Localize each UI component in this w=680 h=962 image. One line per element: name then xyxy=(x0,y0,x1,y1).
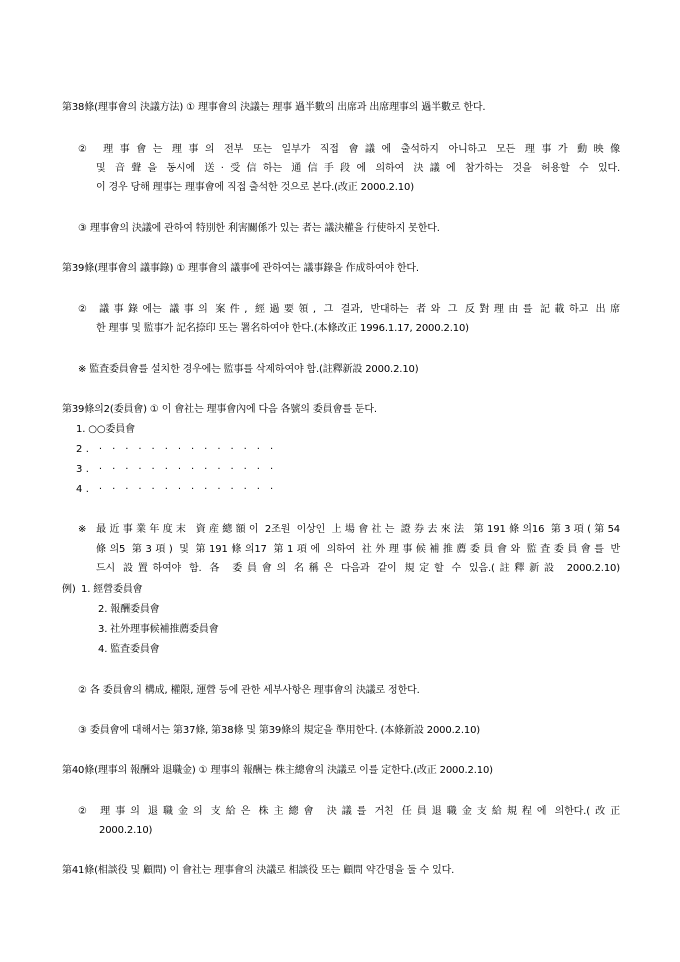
article-40-heading: 第40條(理事의 報酬와 退職金) ① 理事의 報酬는 株主總會의 決議로 이를 定한다.(改正 2000.2.10) xyxy=(62,765,493,776)
article-39-2-para3: ③ 委員會에 대해서는 第37條, 第38條 및 第39條의 規定을 準用한다. (本條新設 2000.2.10) xyxy=(78,725,481,736)
example-item-3: 3. 社外理事候補推薦委員會 xyxy=(98,624,219,635)
article-40-para2-line1: ② 理事의 退職金의 支給은 株主總會 決議를 거친 任員退職金支給規程에 의한다.(改正 xyxy=(78,806,620,817)
article-40-para2-line2: 2000.2.10) xyxy=(99,825,153,836)
article-38-heading: 第38條(理事會의 決議方法) ① 理事會의 決議는 理事 過半數의 出席과 出席理事의 過半數로 한다. xyxy=(62,102,486,113)
article-41-heading: 第41條(相談役 및 顧問) 이 會社는 理事會의 決議로 相談役 또는 顧問 약간명을 둘 수 있다. xyxy=(62,865,455,876)
article-38-para3: ③ 理事會의 決議에 관하여 特別한 利害關係가 있는 者는 議決權을 行使하지 못한다. xyxy=(78,223,440,234)
article-39-2-note-line3: 드시 設置하여야 함. 各 委員會의 名稱은 다음과 같이 規定할 수 있음.(註釋新設 2000.2.10) xyxy=(96,563,620,574)
article-39-para2-line2: 한 理事 및 監事가 記名捺印 또는 署名하여야 한다.(本條改正 1996.1.17, 2000.2.10) xyxy=(96,323,469,334)
committee-item-1: 1. ○○委員會 xyxy=(76,424,135,435)
article-39-2-para2: ② 各 委員會의 構成, 權限, 運營 등에 관한 세부사항은 理事會의 決議로 정한다. xyxy=(78,685,420,696)
example-item-1: 1. 經營委員會 xyxy=(81,584,143,595)
article-39-heading: 第39條(理事會의 議事錄) ① 理事會의 議事에 관하여는 議事錄을 作成하여야 한다. xyxy=(62,263,419,274)
example-item-2: 2. 報酬委員會 xyxy=(98,604,160,615)
example-item-4: 4. 監査委員會 xyxy=(98,644,160,655)
article-38-para2-line1: ② 理事會는 理事의 전부 또는 일부가 직접 會議에 출석하지 아니하고 모든 理事가 動映像 xyxy=(78,144,620,155)
committee-item-3: 3. · · · · · · · · · · · · · · xyxy=(76,464,277,475)
article-39-2-heading: 第39條의2(委員會) ① 이 會社는 理事會內에 다음 各號의 委員會를 둔다. xyxy=(62,404,377,415)
example-label: 例) xyxy=(62,584,76,595)
article-38-para2-line3: 이 경우 당해 理事는 理事會에 직접 출석한 것으로 본다.(改正 2000.2.10) xyxy=(96,182,414,193)
article-39-2-note-line1: ※ 最近事業年度末 資産總額이 2조원 이상인 上場會社는 證券去來法 第191條의16 第3項(第54 xyxy=(78,524,620,535)
article-39-2-note-line2: 條의5 第3項) 및 第191條의17 第1項에 의하여 社外理事候補推薦委員會와 監査委員會를 반 xyxy=(96,544,620,555)
article-39-note: ※ 監査委員會를 설치한 경우에는 監事를 삭제하여야 함.(註釋新設 2000.2.10) xyxy=(78,364,419,375)
committee-item-4: 4. · · · · · · · · · · · · · · xyxy=(76,484,277,495)
committee-item-2: 2. · · · · · · · · · · · · · · xyxy=(76,444,277,455)
article-38-para2-line2: 및 音聲을 동시에 送·受信하는 通信手段에 의하여 決議에 참가하는 것을 허용할 수 있다. xyxy=(96,163,620,174)
article-39-para2-line1: ② 議事錄에는 議事의 案件, 經過要領, 그 결과, 반대하는 者와 그 反對理由를 記載하고 出席 xyxy=(78,304,620,315)
